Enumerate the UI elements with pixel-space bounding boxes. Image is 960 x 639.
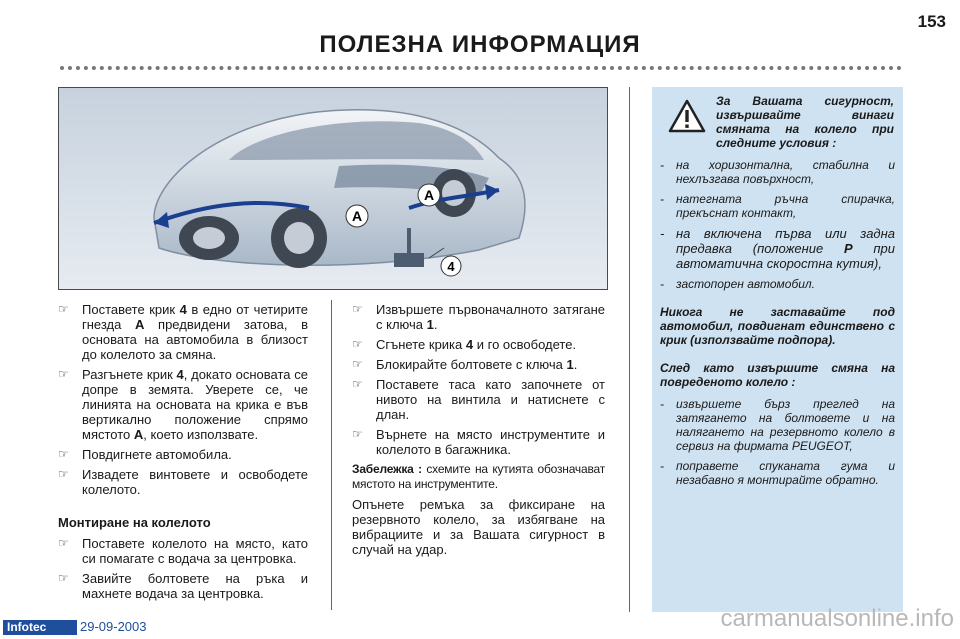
instruction-item: ☞ Поставете крик 4 в едно от четирите гнезда A предвидени затова, в основата на автомобила в близост до колелото за смяна. [58,302,308,362]
footer-date: 29-09-2003 [80,619,147,634]
note-label: Забележка : [352,462,422,476]
column-divider-2 [629,87,630,612]
instruction-item: ☞ Извършете първоначалното затягане с ключа 1. [352,302,605,332]
infotec-logo: Infotec [3,620,77,635]
note [352,462,605,492]
instruction-item: ☞ Повдигнете автомобила. [58,447,232,462]
watermark: carmanualsonline.info [720,605,954,632]
pointing-hand-icon: ☞ [352,427,363,441]
instruction-item: ☞ Блокирайте болтовете с ключа 1. [352,357,578,372]
pointing-hand-icon: ☞ [58,367,69,381]
section-heading: Монтиране на колелото [58,515,211,530]
after-change-item: - извършете бърз преглед на затягането на болтовете и на налягането на резервното колело в сервиз на фирмата PEUGEOT, [660,397,895,453]
safety-body [660,158,895,493]
safety-condition: - застопорен автомобил. [660,277,815,291]
pointing-hand-icon: ☞ [58,302,69,316]
instruction-item: ☞ Поставете таса като започнете от нивото на винтила и натиснете с длан. [352,377,605,422]
never-warning: Никога не заставайте под автомобил, повдигнат единствено с крик (използвайте подпора). [660,305,895,347]
svg-text:A: A [351,208,363,224]
after-change-heading: След като извършите смяна на повреденото колело : [660,361,895,389]
warning-triangle-icon [668,99,706,133]
instruction-item: ☞ Разгънете крик 4, докато основата се допре в земята. Уверете се, че линията на основата на крика е във вертикално положение спрямо мястото A, което използвате. [58,367,308,442]
pointing-hand-icon: ☞ [58,447,69,461]
note-text: схемите на кутията обозначават мястото на инструментите. [352,462,605,491]
pointing-hand-icon: ☞ [352,357,363,371]
pointing-hand-icon: ☞ [58,571,69,585]
pointing-hand-icon: ☞ [352,377,363,391]
car-jack-drawing [59,88,607,289]
column-divider-1 [331,300,332,610]
after-change-item: - поправете спуканата гума и незабавно я монтирайте обратно. [660,459,895,487]
safety-condition: - на хоризонтална, стабилна и нехлъзгава повърхност, [660,158,895,186]
safety-condition: - натегната ръчна спирачка, прекъснат контакт, [660,192,895,220]
instructions-column-2 [352,302,605,562]
jack-tool [394,253,424,267]
page-title: ПОЛЕЗНА ИНФОРМАЦИЯ [319,31,641,58]
instructions-column-1 [58,302,308,606]
instruction-item: ☞ Върнете на място инструментите и колелото в багажника. [352,427,605,457]
paragraph: Опънете ремъка за фиксиране на резервното колело, за избягване на вибрациите и за Вашата сигурност в случай на удар. [352,497,605,557]
instruction-item: ☞ Завийте болтовете на ръка и махнете водача за центровка. [58,571,308,601]
pointing-hand-icon: ☞ [58,536,69,550]
safety-condition: - на включена първа или задна предавка (положение P при автоматична скоростна кутия), [660,226,895,271]
pointing-hand-icon: ☞ [352,302,363,316]
instruction-item: ☞ Поставете колелото на място, като си помагате с водача за центровка. [58,536,308,566]
page-number: 153 [917,12,946,31]
jack-placement-illustration [58,87,608,290]
pointing-hand-icon: ☞ [352,337,363,351]
svg-text:4: 4 [447,259,455,274]
title-dotted-rule [60,66,902,70]
instruction-item: ☞ Сгънете крика 4 и го освободете. [352,337,577,352]
instruction-item: ☞ Извадете винтовете и освободете колелото. [58,467,308,497]
safety-box [652,87,903,612]
safety-heading: За Вашата сигурност, извършвайте винаги смяната на колело при следните условия : [716,94,894,150]
pointing-hand-icon: ☞ [58,467,69,481]
svg-text:A: A [423,187,435,203]
